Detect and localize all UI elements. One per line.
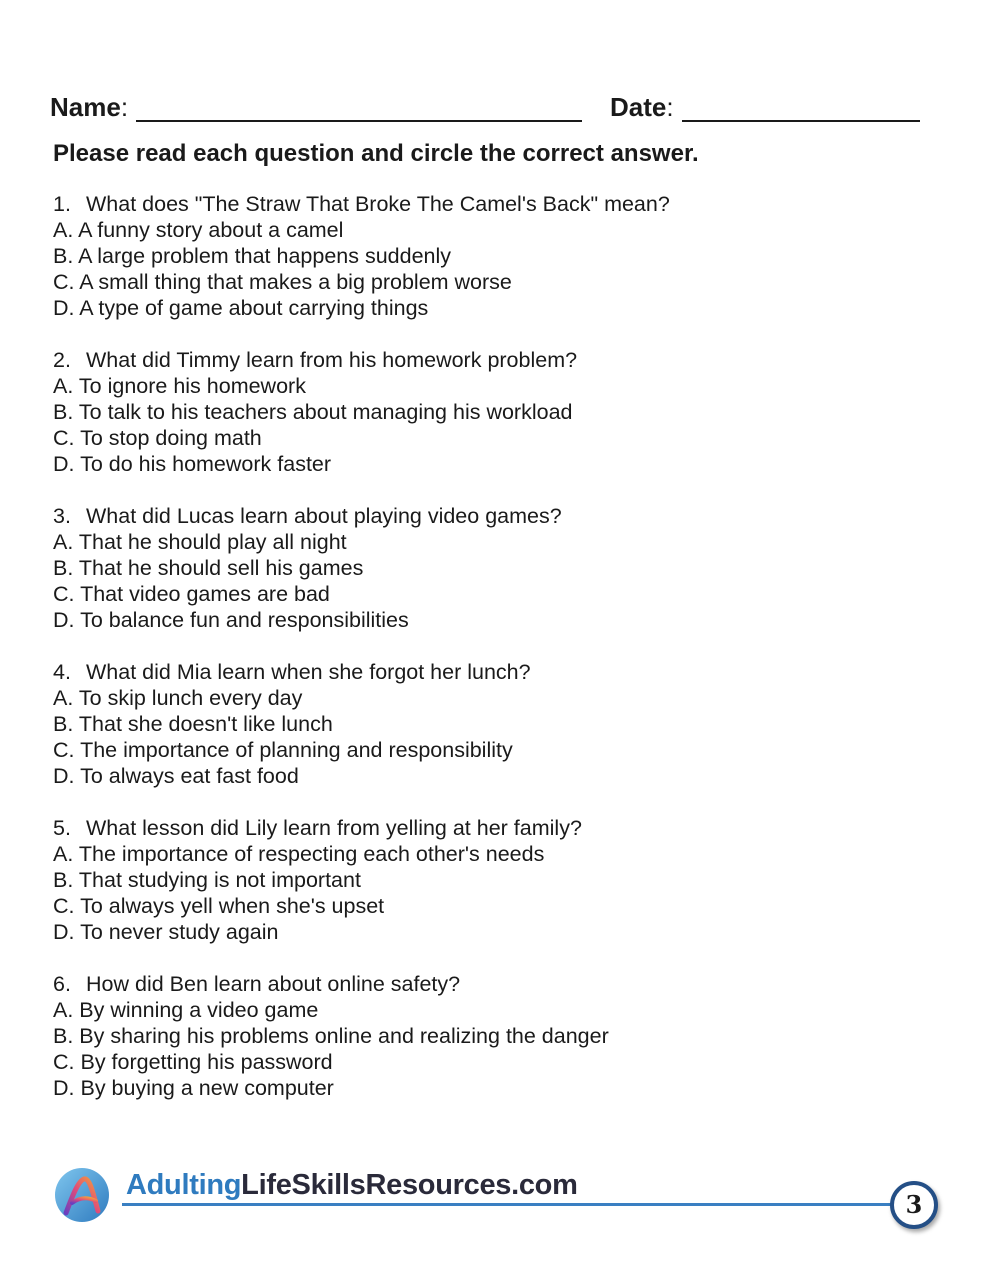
site-name[interactable]: AdultingLifeSkillsResources.com — [126, 1169, 578, 1201]
answer-option-c[interactable]: C. A small thing that makes a big problem worse — [53, 270, 512, 294]
logo-graphic — [54, 1167, 110, 1223]
answer-option-d[interactable]: D. By buying a new computer — [53, 1076, 334, 1100]
question-5 — [53, 815, 933, 945]
question-list — [53, 191, 933, 1127]
question-text: 5. What lesson did Lily learn from yelling at her family? — [53, 816, 582, 840]
answer-option-a[interactable]: A. The importance of respecting each other's needs — [53, 842, 545, 866]
name-label: Name: — [50, 92, 129, 122]
question-text: 6. How did Ben learn about online safety? — [53, 972, 461, 996]
name-date-row — [50, 92, 930, 128]
answer-option-b[interactable]: B. To talk to his teachers about managing his workload — [53, 400, 573, 424]
answer-option-c[interactable]: C. To always yell when she's upset — [53, 894, 385, 918]
answer-option-c[interactable]: C. By forgetting his password — [53, 1050, 333, 1074]
question-6 — [53, 971, 933, 1101]
answer-option-a[interactable]: A. A funny story about a camel — [53, 218, 344, 242]
answer-option-d[interactable]: D. To never study again — [53, 920, 279, 944]
answer-option-c[interactable]: C. To stop doing math — [53, 426, 262, 450]
answer-option-a[interactable]: A. That he should play all night — [53, 530, 347, 554]
question-text: 3. What did Lucas learn about playing video games? — [53, 504, 562, 528]
answer-option-b[interactable]: B. A large problem that happens suddenly — [53, 244, 452, 268]
question-2 — [53, 347, 933, 477]
question-text: 1. What does "The Straw That Broke The Camel's Back" mean? — [53, 192, 670, 216]
answer-option-c[interactable]: C. The importance of planning and responsibility — [53, 738, 513, 762]
date-label: Date: — [610, 92, 674, 122]
date-field-line[interactable] — [682, 120, 920, 122]
answer-option-d[interactable]: D. To balance fun and responsibilities — [53, 608, 409, 632]
answer-option-a[interactable]: A. By winning a video game — [53, 998, 319, 1022]
answer-option-c[interactable]: C. That video games are bad — [53, 582, 330, 606]
answer-option-a[interactable]: A. To ignore his homework — [53, 374, 306, 398]
answer-option-d[interactable]: D. To always eat fast food — [53, 764, 299, 788]
answer-option-a[interactable]: A. To skip lunch every day — [53, 686, 303, 710]
answer-option-b[interactable]: B. That studying is not important — [53, 868, 361, 892]
answer-option-b[interactable]: B. That she doesn't like lunch — [53, 712, 333, 736]
adulting-a-logo-icon — [54, 1167, 110, 1223]
question-text: 4. What did Mia learn when she forgot her lunch? — [53, 660, 531, 684]
footer-divider — [122, 1203, 892, 1206]
question-text: 2. What did Timmy learn from his homework problem? — [53, 348, 578, 372]
instructions: Please read each question and circle the correct answer. — [53, 140, 699, 167]
question-1 — [53, 191, 933, 321]
footer — [54, 1165, 939, 1227]
answer-option-d[interactable]: D. To do his homework faster — [53, 452, 332, 476]
question-4 — [53, 659, 933, 789]
answer-option-b[interactable]: B. By sharing his problems online and realizing the danger — [53, 1024, 609, 1048]
page-number-badge: 3 — [890, 1181, 938, 1229]
name-field-line[interactable] — [136, 120, 582, 122]
answer-option-b[interactable]: B. That he should sell his games — [53, 556, 364, 580]
answer-option-d[interactable]: D. A type of game about carrying things — [53, 296, 429, 320]
question-3 — [53, 503, 933, 633]
